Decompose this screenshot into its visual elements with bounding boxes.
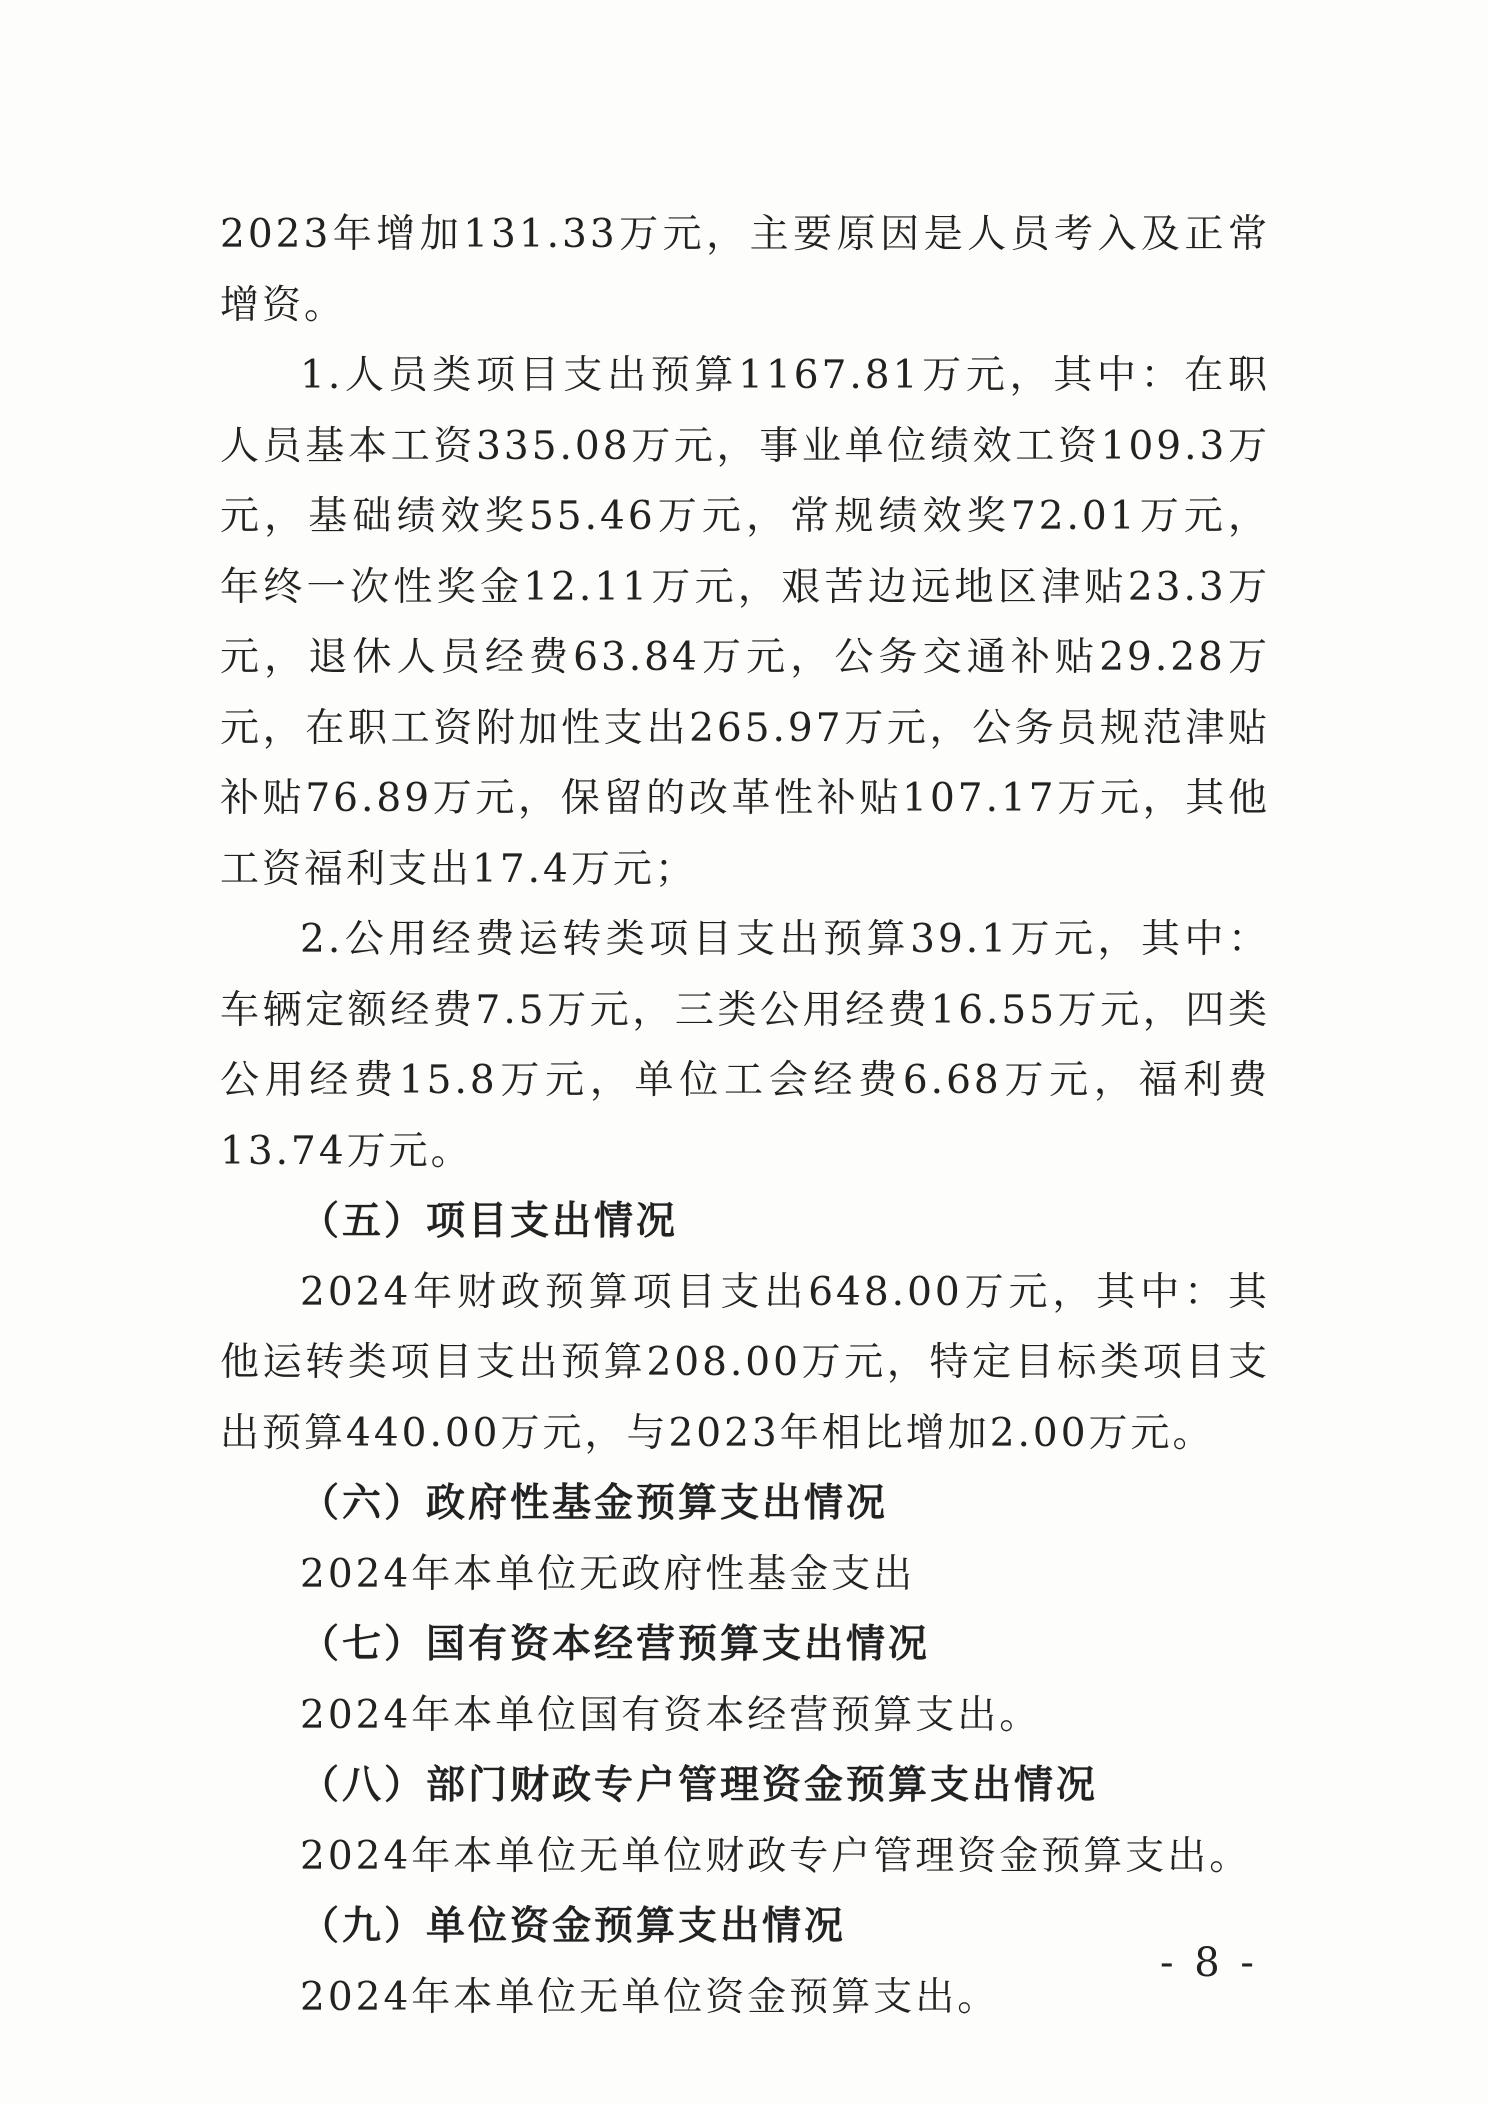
section-heading-unit-funds: （九）单位资金预算支出情况 [300,1904,847,1949]
section-heading-special-account: （八）部门财政专户管理资金预算支出情况 [300,1763,1099,1808]
section-body-government-fund: 2024年本单位无政府性基金支出 [300,1551,916,1597]
section-body-state-capital: 2024年本单位国有资本经营预算支出。 [300,1692,1042,1738]
section-body-special-account: 2024年本单位无单位财政专户管理资金预算支出。 [300,1833,1252,1879]
paragraph-public-expenditure: 2.公用经费运转类项目支出预算39.1万元，其中：车辆定额经费7.5万元，三类公用经费16.55万元，四类公用经费15.8万元，单位工会经费6.68万元，福利费13.74万元。 [220,917,1270,1174]
section-heading-state-capital: （七）国有资本经营预算支出情况 [300,1622,931,1667]
document-body [220,200,1270,2033]
paragraph-personnel-expenditure: 1.人员类项目支出预算1167.81万元，其中：在职人员基本工资335.08万元，事业单位绩效工资109.3万元，基础绩效奖55.46万元，常规绩效奖72.01万元，年终一次性奖金12.11万元，艰苦边远地区津贴23.3万元，退休人员经费63.84万元，公务交通补贴29.28万元，在职工资附加性支出265.97万元，公务员规范津贴补贴76.89万元，保留的改革性补贴107.17万元，其他工资福利支出17.4万元； [220,353,1270,892]
section-heading-government-fund: （六）政府性基金预算支出情况 [300,1481,889,1526]
section-body-project-expenditure: 2024年财政预算项目支出648.00万元，其中：其他运转类项目支出预算208.00万元，特定目标类项目支出预算440.00万元，与2023年相比增加2.00万元。 [220,1269,1270,1456]
section-heading-project-expenditure: （五）项目支出情况 [300,1199,679,1244]
page-number: - 8 - [1160,1940,1258,1986]
paragraph-continuation: 2023年增加131.33万元，主要原因是人员考入及正常增资。 [220,212,1270,328]
section-body-unit-funds: 2024年本单位无单位资金预算支出。 [300,1974,1000,2020]
